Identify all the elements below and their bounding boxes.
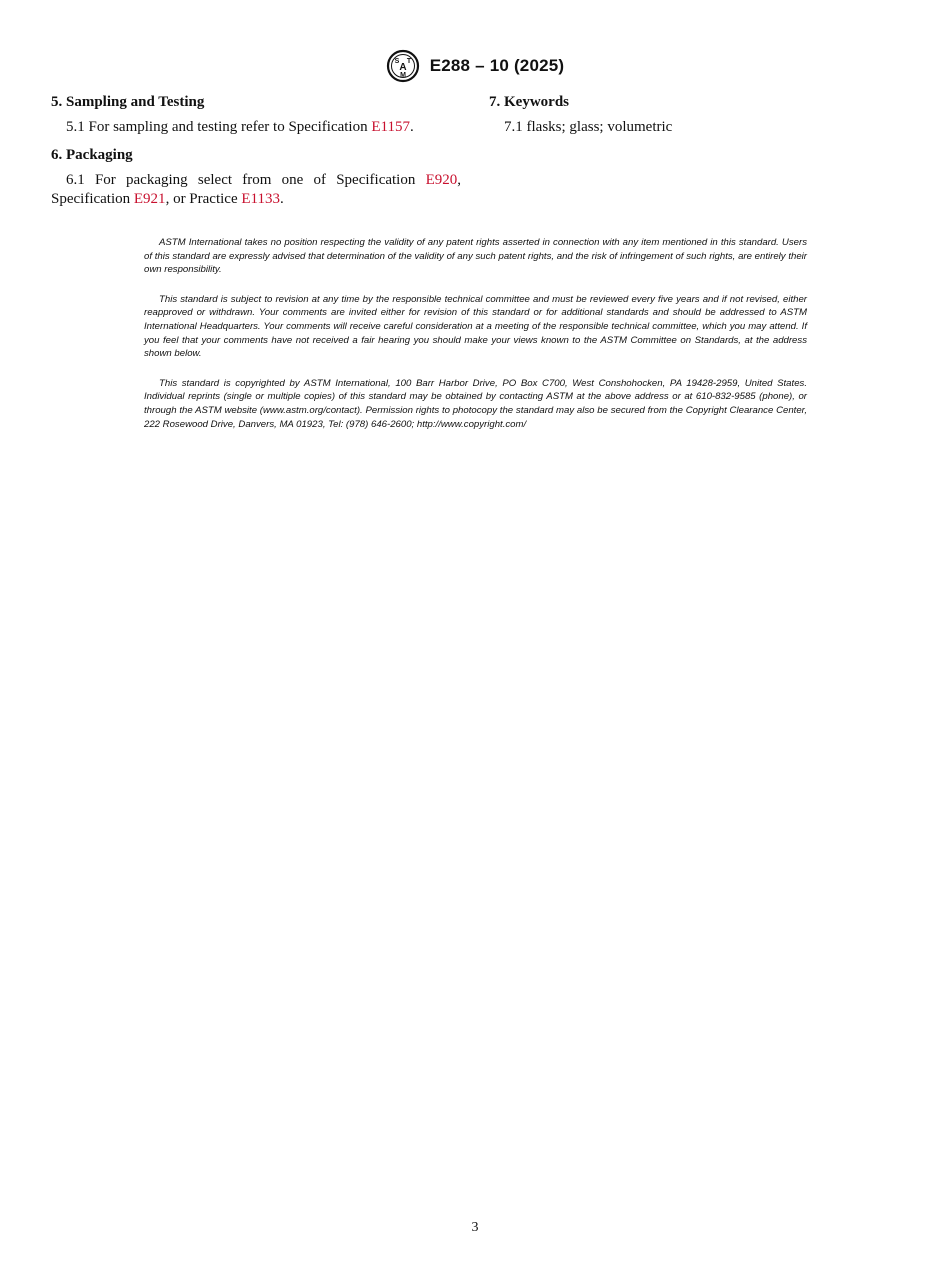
punctuation: .: [409, 118, 414, 135]
page-number: 3: [471, 1220, 479, 1235]
svg-text:S: S: [394, 58, 400, 65]
reference-link-e921[interactable]: E921: [133, 191, 166, 207]
section-heading: 7. Keywords: [489, 94, 569, 110]
page-header: [0, 49, 950, 88]
paragraph-text: , or Practice: [165, 191, 242, 207]
astm-logo-icon: [386, 49, 420, 83]
svg-text:A: A: [399, 62, 407, 73]
left-column: [51, 93, 461, 210]
punctuation: .: [279, 191, 284, 207]
section-6: [51, 146, 461, 210]
section-5: [51, 93, 461, 137]
paragraph-6-1: [51, 171, 461, 210]
section-7: [489, 93, 899, 137]
paragraph-5-1: [51, 118, 461, 138]
svg-text:T: T: [406, 58, 411, 65]
copyright-notice: This standard is copyrighted by ASTM International, 100 Barr Harbor Drive, PO Box C700, West Conshohocken, PA 19428-2959, United States. Individual reprints (single or multiple copies) of this standard may be obtained by contacting ASTM at the above address or at 610-832-9585 (phone), or through the ASTM website (www.astm.org/contact). Permission rights to photocopy the standard may also be secured from the Copyright Clearance Center, 222 Rosewood Drive, Danvers, MA 01923, Tel: (978) 646-2600; http://www.copyright.com/: [144, 377, 807, 430]
standard-designation: E288 – 10 (2025): [429, 56, 565, 75]
patent-notice: ASTM International takes no position respecting the validity of any patent rights asserted in connection with any item mentioned in this standard. Users of this standard are expressly advised that determination of the validity of any such patent rights, and the risk of infringement of such rights, are entirely their own responsibility.: [144, 237, 807, 276]
paragraph-text: 6.1 For packaging select from one of Specification: [66, 171, 426, 188]
revision-notice: This standard is subject to revision at any time by the responsible technical committee and must be reviewed every five years and if not revised, either reapproved or withdrawn. Your comments are invited either for revision of this standard or for additional standards and should be addressed to ASTM International Headquarters. Your comments will receive careful consideration at a meeting of the responsible technical committee, which you may attend. If you feel that your comments have not received a fair hearing you should make your views known to the ASTM Committee on Standards, at the address shown below.: [144, 293, 807, 360]
paragraph-7-1: 7.1 flasks; glass; volumetric: [504, 118, 673, 135]
reference-link-e1133[interactable]: E1133: [241, 191, 280, 207]
section-heading: 6. Packaging: [51, 147, 133, 163]
section-heading: 5. Sampling and Testing: [51, 94, 205, 110]
reference-link-e1157[interactable]: E1157: [371, 118, 410, 135]
svg-text:M: M: [399, 72, 406, 79]
paragraph-text: , Specification: [51, 171, 461, 207]
legal-notices: [144, 236, 807, 447]
right-column: [489, 93, 899, 137]
paragraph-text: 5.1 For sampling and testing refer to Specification: [66, 118, 372, 135]
reference-link-e920[interactable]: E920: [425, 171, 458, 188]
